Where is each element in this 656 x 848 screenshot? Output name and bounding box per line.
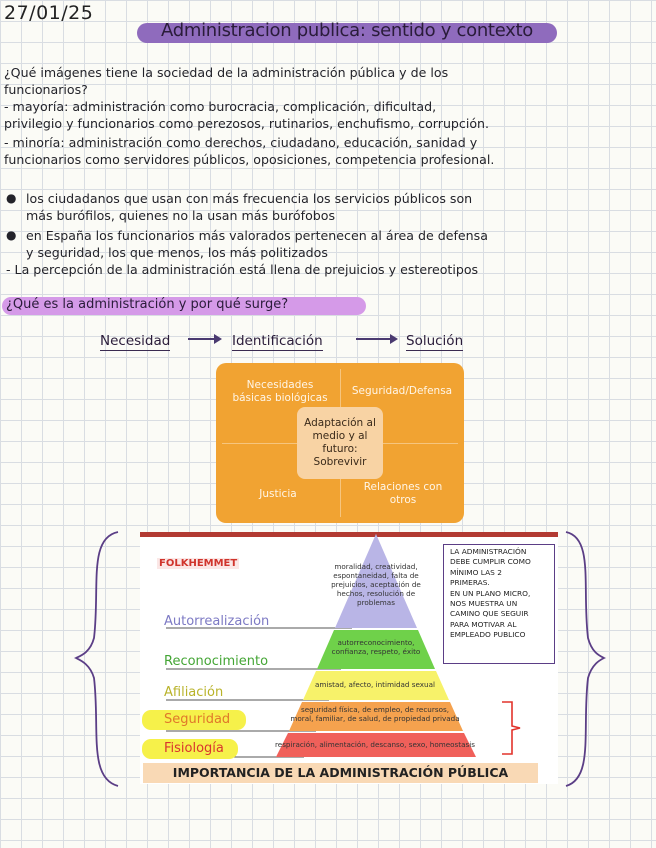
- right-brace-icon: [560, 528, 610, 790]
- need-center-survive: [297, 407, 383, 479]
- tier-fourth-text-2: moral, familiar, de salud, de propiedad privada: [290, 714, 460, 723]
- flow-solucion: Solución: [406, 333, 464, 349]
- tier-fourth-text-1: seguridad física, de empleo, de recursos,: [300, 705, 449, 714]
- need-justice: Justicia: [259, 488, 297, 500]
- tier-second-text: autorreconocimiento, confianza, respeto, éxito: [331, 638, 421, 656]
- need-basic-biological: Necesidades básicas biológicas: [232, 379, 328, 404]
- intro-majority-cont: privilegio y funcionarios como perezosos, rutinarios, enchufismo, corrupción.: [4, 116, 490, 131]
- page-title: Administracion publica: sentido y contexto: [161, 20, 533, 41]
- note-line: PRIMERAS.: [450, 578, 490, 588]
- note-line: EMPLEADO PUBLICO: [450, 630, 526, 640]
- pyramid-footer-title: IMPORTANCIA DE LA ADMINISTRACIÓN PÚBLICA: [172, 765, 509, 780]
- intro-question: ¿Qué imágenes tiene la sociedad de la administración pública y de los: [4, 65, 449, 80]
- note-line: CAMINO QUE SEGUIR: [450, 609, 529, 619]
- tier-base-text: respiración, alimentación, descanso, sexo, homeostasis: [274, 740, 476, 749]
- intro-majority: - mayoría: administración como burocracia, complicación, dificultad,: [4, 99, 437, 114]
- admin-note-box: [443, 544, 555, 664]
- folkhemmet-label: FOLKHEMMET: [159, 558, 238, 569]
- level-fisiologia: Fisiología: [164, 741, 224, 756]
- arrow-right-icon: [188, 338, 220, 340]
- note-line: EN UN PLANO MICRO,: [450, 588, 531, 598]
- intro-minority: - minoría: administración como derechos, ciudadano, educación, sanidad y: [4, 135, 478, 150]
- flow-necesidad: Necesidad: [100, 333, 171, 349]
- arrow-right-icon: [356, 338, 396, 340]
- need-security-defense: Seguridad/Defensa: [351, 385, 453, 397]
- bullet-2-line-1: en España los funcionarios más valorados pertenecen al área de defensa: [26, 228, 488, 243]
- bullet-2-line-2: y seguridad, los que menos, los más politizados: [26, 245, 328, 260]
- need-relations: Relaciones con otros: [363, 481, 443, 506]
- needs-grid: [216, 363, 464, 523]
- stereotype-note: - La percepción de la administración está llena de prejuicios y estereotipos: [6, 262, 479, 277]
- red-bracket-icon: [498, 700, 524, 760]
- level-autorrealizacion: Autorrealización: [164, 614, 270, 629]
- note-line: DEBE CUMPLIR COMO: [450, 557, 531, 567]
- level-reconocimiento: Reconocimiento: [164, 654, 269, 669]
- bullet-dot-icon: ●: [6, 191, 17, 205]
- level-seguridad: Seguridad: [164, 712, 231, 727]
- bullet-1-line-2: más burófilos, quienes no la usan más burófobos: [26, 208, 336, 223]
- need-center-label: Adaptación al medio y al futuro: Sobrevivir: [304, 417, 376, 468]
- flow-identificacion: Identificación: [232, 333, 323, 349]
- note-line: MÍNIMO LAS 2: [450, 567, 502, 577]
- tier-third-text: amistad, afecto, intimidad sexual: [314, 680, 436, 689]
- note-line: LA ADMINISTRACIÓN: [450, 547, 527, 556]
- intro-question-cont: funcionarios?: [4, 82, 88, 97]
- left-brace-icon: [70, 528, 130, 790]
- note-line: NOS MUESTRA UN: [450, 599, 518, 609]
- section-heading: ¿Qué es la administración y por qué surge?: [6, 297, 289, 312]
- date: 27/01/25: [4, 2, 94, 24]
- tier-top-text: moralidad, creatividad, espontaneidad, falta de prejuicios, aceptación de hechos, resolución de problemas: [331, 562, 421, 607]
- note-line: PARA MOTIVAR AL: [450, 619, 517, 629]
- bullet-1-line-1: los ciudadanos que usan con más frecuencia los servicios públicos son: [26, 191, 473, 206]
- intro-minority-cont: funcionarios como servidores públicos, oposiciones, competencia profesional.: [4, 152, 495, 167]
- bullet-dot-icon: ●: [6, 228, 17, 242]
- level-afiliacion: Afiliación: [164, 685, 224, 700]
